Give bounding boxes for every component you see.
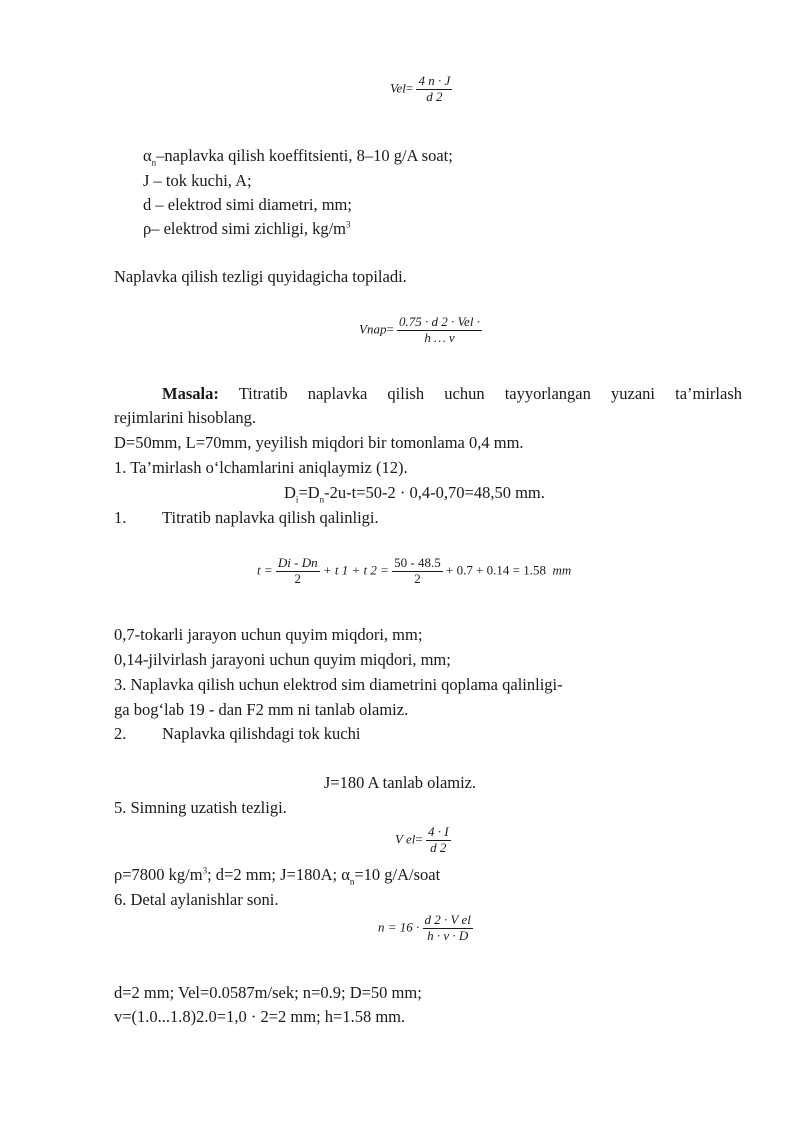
formula-fraction [423,913,473,944]
given-line: D=50mm, L=70mm, yeyilish miqdori bir tomonlama 0,4 mm. [114,433,524,452]
formula-numerator: 4 n · J [418,73,451,88]
final-line-2: v=(1.0...1.8)2.0=1,0 · 2=2 mm; h=1.58 mm. [114,1007,406,1026]
formula-denominator-2: 2 [414,570,421,586]
formula-denominator-1: 2 [294,570,301,586]
formula-fraction [426,825,451,856]
formula-vnap [359,315,482,346]
params-rho-sup: 3 [202,865,208,876]
formula-fraction [416,74,452,105]
di-a-sub: i [295,494,299,505]
item-1-text: Titratib naplavka qilish qalinligi. [162,508,379,527]
formula-numerator: 4 · I [427,824,449,839]
formula-unit: mm [552,562,572,578]
masala-line2: rejimlarini hisoblang. [114,408,257,427]
alpha-text: –naplavka qilish koeffitsienti, 8–10 g/A soat; [156,146,453,165]
step-1: 1. Ta’mirlash o‘lchamlarini aniqlaymiz (12). [114,458,408,477]
item-1-number: 1. [114,508,127,527]
formula-t [257,556,571,587]
formula-lhs: V el [395,831,416,847]
def-d: d – elektrod simi diametri, mm; [143,195,352,214]
step-5: 5. Simning uzatish tezligi. [114,798,287,817]
masala-line1 [162,384,742,404]
params-line [114,865,440,887]
formula-denominator: h … v [424,329,455,345]
def-alpha [143,146,453,168]
formula-denominator: h · v · D [427,927,469,943]
formula-eq: = [386,321,394,337]
params-alpha: α [341,865,350,884]
masala-label: Masala: [162,384,219,403]
step-6: 6. Detal aylanishlar soni. [114,890,279,909]
j-choice: J=180 A tanlab olamiz. [323,773,477,792]
alpha-sub: n [151,157,157,168]
item-2-number: 2. [114,724,127,743]
di-a: D [284,483,296,502]
rho-sup: 3 [346,219,351,230]
di-rest: -2u-t=50-2 · 0,4-0,70=48,50 mm. [324,483,545,502]
formula-numerator-2: 50 - 48.5 [394,555,441,570]
step-3b: ga bog‘lab 19 - dan F2 mm ni tanlab olamiz. [114,700,409,719]
di-equation [284,483,545,505]
alpha-symbol: α [143,146,152,165]
rho-text: ρ– elektrod simi zichligi, kg/m [143,219,346,238]
formula-fraction [397,315,482,346]
formula-lhs: Vel [390,80,406,96]
formula-fraction-2 [392,556,443,587]
formula-denominator: d 2 [426,88,443,104]
params-tail: =10 g/A/soat [354,865,441,884]
formula-vel [390,74,452,105]
line-014: 0,14-jilvirlash jarayoni uchun quyim miqdori, mm; [114,650,451,669]
formula-vel-2 [395,825,451,856]
def-j: J – tok kuchi, A; [143,171,252,190]
item-2-text: Naplavka qilishdagi tok kuchi [162,724,361,743]
formula-numerator: d 2 · V el [424,912,471,927]
formula-tail: + 0.7 + 0.14 = 1.58 [446,562,546,578]
formula-eq: = [415,831,423,847]
final-line-1: d=2 mm; Vel=0.0587m/sek; n=0.9; D=50 mm; [114,983,422,1002]
formula-denominator: d 2 [430,839,447,855]
formula-lhs: t = [257,562,273,578]
params-rho: ρ=7800 kg/m [114,865,203,884]
formula-numerator-1: Di - Dn [277,555,318,570]
formula-n [378,913,473,944]
di-b-sub: n [319,494,325,505]
def-rho [143,219,351,239]
masala-text: Titratib naplavka qilish uchun tayyorlangan yuzani ta’mirlash [238,384,743,403]
formula-lhs: Vnap [359,321,387,337]
formula-mid: + t 1 + t 2 = [322,562,389,578]
step-3a: 3. Naplavka qilish uchun elektrod sim diametrini qoplama qalinligi- [114,675,563,694]
di-b: =D [298,483,320,502]
para-speed: Naplavka qilish tezligi quyidagicha topiladi. [114,267,407,286]
formula-eq: = [405,80,414,96]
formula-fraction-1 [276,556,320,587]
formula-numerator: 0.75 · d 2 · Vel · [399,314,480,329]
formula-lhs: n = 16 · [378,919,420,935]
line-07: 0,7-tokarli jarayon uchun quyim miqdori, mm; [114,625,423,644]
params-alpha-sub: n [349,876,355,887]
params-mid: ; d=2 mm; J=180A; [207,865,342,884]
